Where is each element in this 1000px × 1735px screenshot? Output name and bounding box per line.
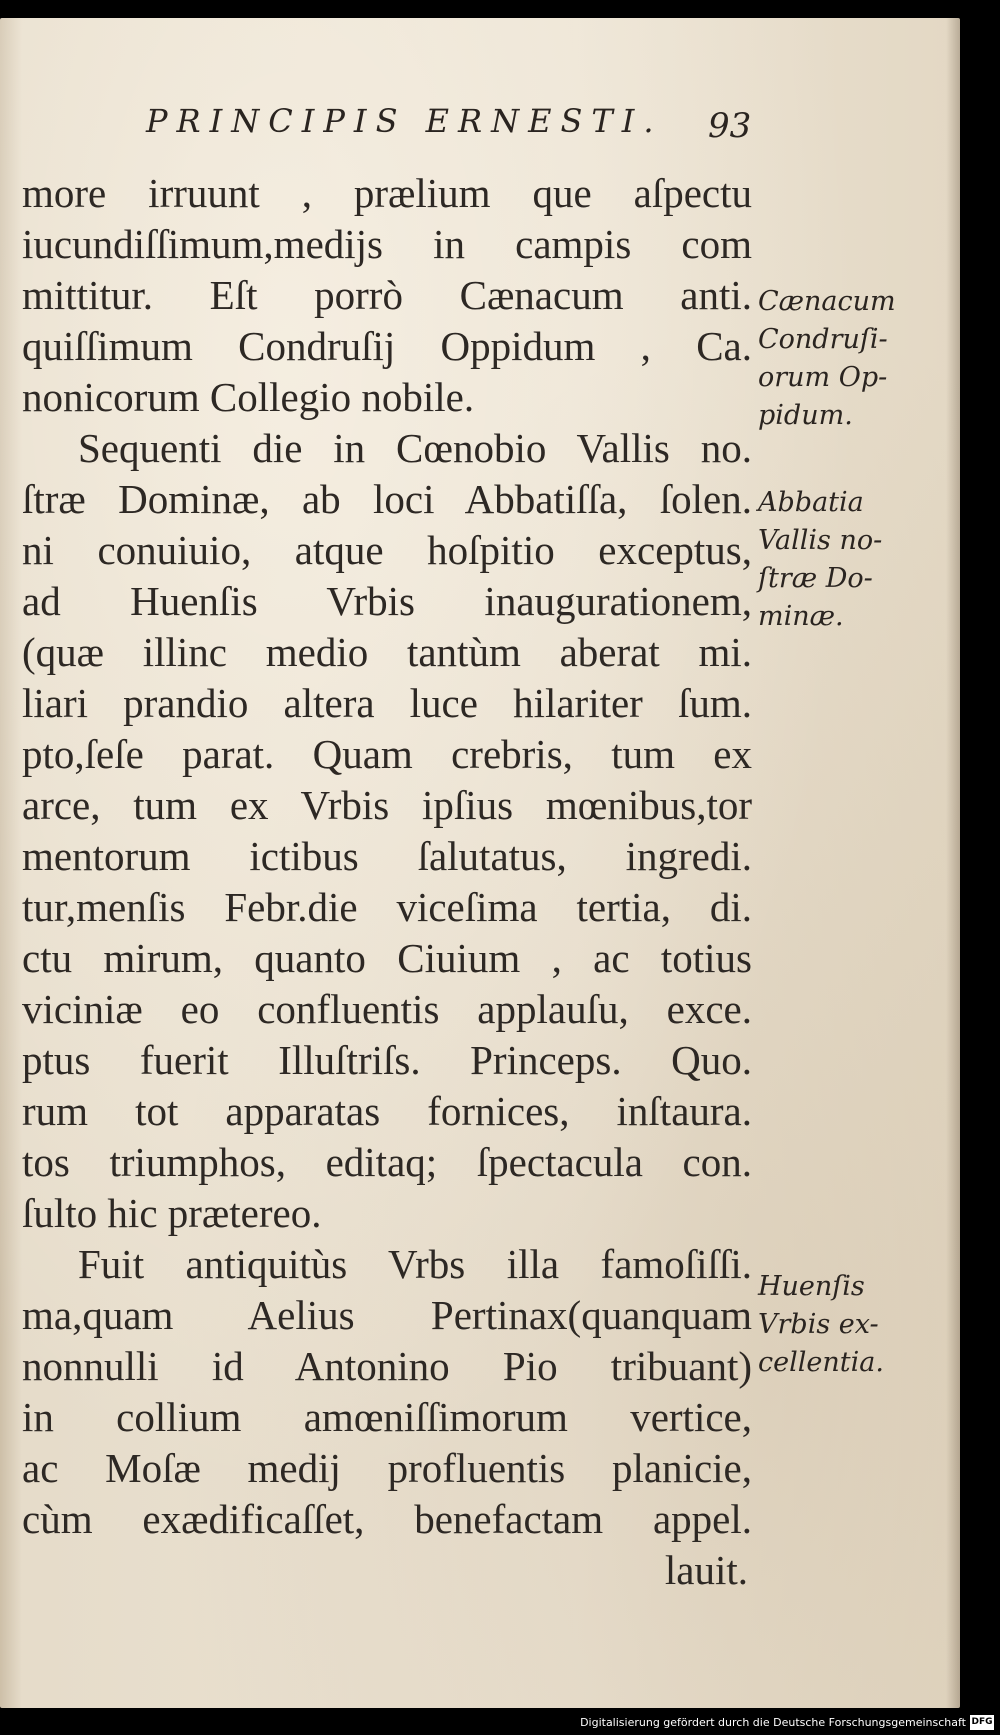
footer-bar bbox=[0, 1712, 1000, 1735]
text-line: ma,quam Aelius Pertinax(quanquam bbox=[22, 1292, 752, 1338]
text-line: Sequenti die in Cœnobio Vallis no. bbox=[78, 425, 752, 471]
margin-note-line: Abbatia bbox=[758, 487, 864, 518]
margin-note-line: Cænacum bbox=[758, 286, 896, 317]
text-line: cùm exædificaſſet, benefactam appel. bbox=[22, 1496, 752, 1542]
text-line: ni conuiuio, atque hoſpitio exceptus, bbox=[22, 527, 752, 573]
text-line: in collium amœniſſimorum vertice, bbox=[22, 1394, 752, 1440]
text-line: mittitur. Eſt porrò Cænacum anti. bbox=[22, 272, 752, 318]
text-line: ptus fuerit Illuſtriſs. Princeps. Quo. bbox=[22, 1037, 752, 1083]
text-line: tos triumphos, editaq; ſpectacula con. bbox=[22, 1139, 752, 1185]
margin-note-line: Vrbis ex- bbox=[758, 1309, 879, 1340]
digitization-credit: Digitalisierung gefördert durch die Deutsche Forschungsgemeinschaft bbox=[580, 1716, 966, 1729]
page-number: 93 bbox=[708, 106, 752, 146]
text-line: quiſſimum Condruſij Oppidum , Ca. bbox=[22, 323, 752, 369]
margin-note-line: Huenſis bbox=[758, 1271, 865, 1302]
body-text bbox=[22, 168, 752, 1596]
text-line: ſtræ Dominæ, ab loci Abbatiſſa, ſolen. bbox=[22, 476, 752, 522]
text-line: ctu mirum, quanto Ciuium , ac totius bbox=[22, 935, 752, 981]
text-line: mentorum ictibus ſalutatus, ingredi. bbox=[22, 833, 752, 879]
book-page bbox=[0, 18, 960, 1708]
text-line: ſulto hic prætereo. bbox=[22, 1190, 322, 1236]
margin-note-line: ſtræ Do- bbox=[758, 563, 873, 594]
text-line: nonicorum Collegio nobile. bbox=[22, 374, 475, 420]
margin-note-line: Condruſi- bbox=[758, 324, 888, 355]
text-line: tur,menſis Febr.die viceſima tertia, di. bbox=[22, 884, 752, 930]
margin-note-abbatia bbox=[758, 484, 948, 636]
catchword-line: lauit. bbox=[664, 1547, 748, 1593]
running-head: PRINCIPIS ERNESTI. bbox=[146, 102, 663, 140]
margin-note-line: cellentia. bbox=[758, 1347, 884, 1378]
margin-note-line: orum Op- bbox=[758, 362, 888, 393]
text-line: Fuit antiquitùs Vrbs illa famoſiſſi. bbox=[78, 1241, 752, 1287]
text-line: liari prandio altera luce hilariter ſum. bbox=[22, 680, 752, 726]
text-line: viciniæ eo confluentis applauſu, exce. bbox=[22, 986, 752, 1032]
margin-note-line: minæ. bbox=[758, 601, 844, 632]
text-line: nonnulli id Antonino Pio tribuant) bbox=[22, 1343, 752, 1389]
margin-note-line: Vallis no- bbox=[758, 525, 883, 556]
margin-note-huensis bbox=[758, 1268, 948, 1382]
text-line: more irruunt , prælium que aſpectu bbox=[22, 170, 752, 216]
text-line: ad Huenſis Vrbis inaugurationem, bbox=[22, 578, 752, 624]
text-line: arce, tum ex Vrbis ipſius mœnibus,tor bbox=[22, 782, 752, 828]
margin-note-line: pidum. bbox=[758, 400, 853, 431]
text-line: ac Moſæ medij profluentis planicie, bbox=[22, 1445, 752, 1491]
text-line: iucundiſſimum,medijs in campis com bbox=[22, 221, 752, 267]
margin-note-caenacum bbox=[758, 283, 948, 435]
text-line: rum tot apparatas fornices, inſtaura. bbox=[22, 1088, 752, 1134]
text-line: pto,ſeſe parat. Quam crebris, tum ex bbox=[22, 731, 752, 777]
text-line: (quæ illinc medio tantùm aberat mi. bbox=[22, 629, 752, 675]
dfg-logo-icon: DFG bbox=[970, 1715, 994, 1730]
